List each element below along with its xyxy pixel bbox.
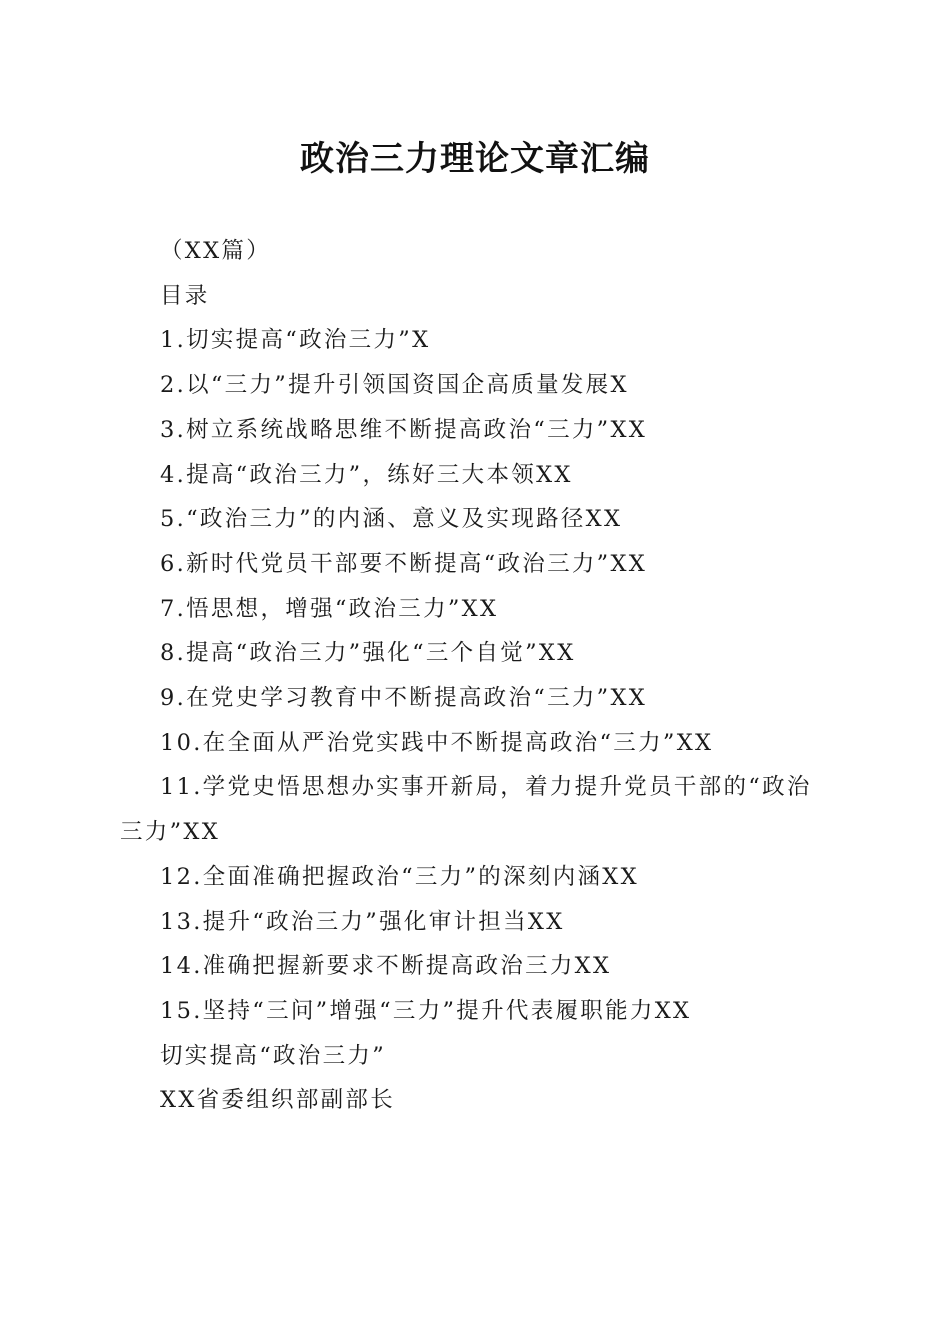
toc-item-9: 9.在党史学习教育中不断提高政治“三力”XX [160,685,648,712]
toc-item-8: 8.提高“政治三力”强化“三个自觉”XX [160,640,576,667]
toc-item-15: 15.坚持“三问”增强“三力”提升代表履职能力XX [160,997,692,1024]
toc-item-4: 4.提高“政治三力”，练好三大本领XX [160,461,573,488]
article-author: XX省委组织部副部长 [160,1087,396,1114]
toc-item-2: 2.以“三力”提升引领国资国企高质量发展X [160,372,629,399]
toc-item-7: 7.悟思想，增强“政治三力”XX [160,595,499,622]
toc-item-14: 14.准确把握新要求不断提高政治三力XX [160,953,612,980]
document-body [120,229,830,1123]
toc-item-5: 5.“政治三力”的内涵、意义及实现路径XX [160,506,623,533]
article-count-note: （XX篇） [160,238,272,264]
article-title: 切实提高“政治三力” [160,1042,387,1069]
toc-item-12: 12.全面准确把握政治“三力”的深刻内涵XX [160,863,639,890]
toc-item-10: 10.在全面从严治党实践中不断提高政治“三力”XX [160,729,714,756]
toc-item-1: 1.切实提高“政治三力”X [160,327,431,354]
toc-item-3: 3.树立系统战略思维不断提高政治“三力”XX [160,416,648,443]
toc-item-11: 11.学党史悟思想办实事开新局，着力提升党员干部的“政治三力”XX [120,774,812,846]
toc-item-13: 13.提升“政治三力”强化审计担当XX [160,908,565,935]
document-title: 政治三力理论文章汇编 [300,139,650,179]
toc-item-6: 6.新时代党员干部要不断提高“政治三力”XX [160,550,648,577]
toc-heading: 目录 [160,282,210,309]
